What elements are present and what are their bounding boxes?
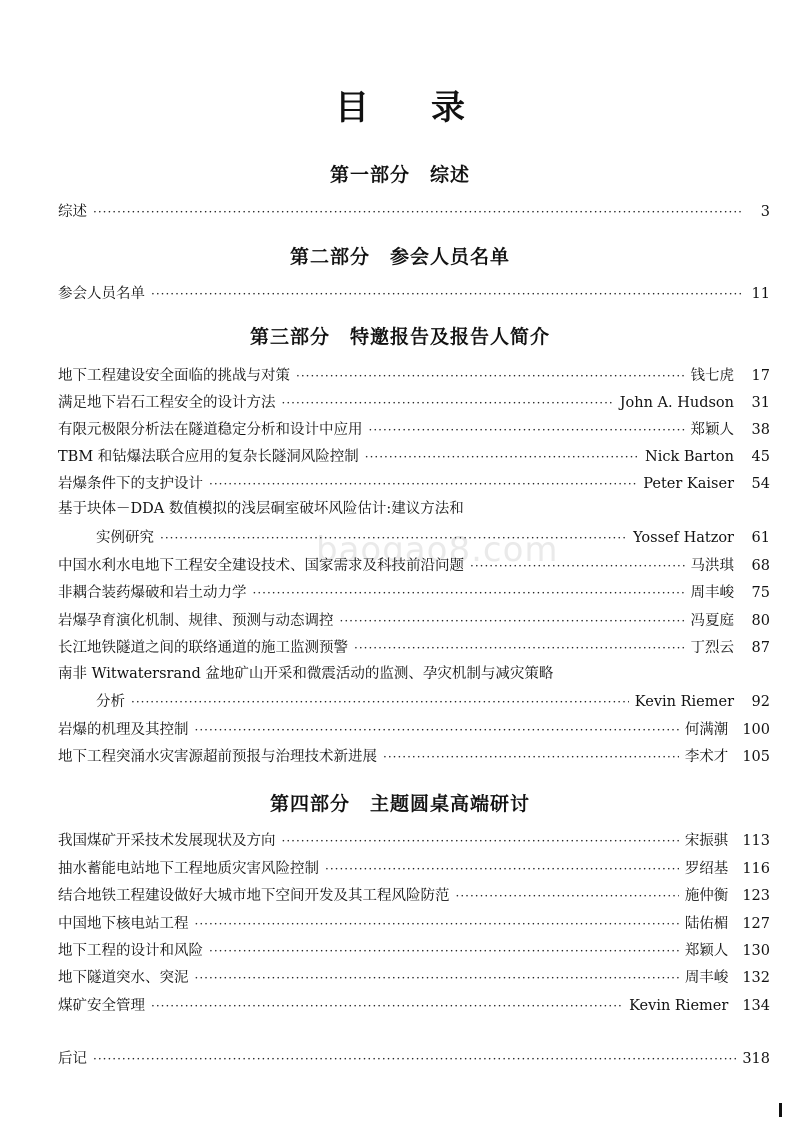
page-title <box>0 80 800 129</box>
entry-author: Yossef Hatzor <box>633 530 734 546</box>
entry-title: 后记 <box>58 1051 87 1067</box>
entry-page: 116 <box>742 861 770 877</box>
entry-author: 丁烈云 <box>690 640 734 656</box>
entry-author: 冯夏庭 <box>690 613 734 629</box>
entry-page: 105 <box>742 749 770 765</box>
leader-dots <box>93 1049 736 1069</box>
toc-entry[interactable] <box>96 688 770 712</box>
entry-page: 31 <box>751 395 770 411</box>
entry-title-line1[interactable]: 南非 Witwatersrand 盆地矿山开采和微震活动的监测、孕灾机制与减灾策略 <box>58 666 554 682</box>
leader-dots <box>296 366 685 386</box>
entry-title: 长江地铁隧道之间的联络通道的施工监测预警 <box>58 640 348 656</box>
entry-page: 3 <box>760 204 770 220</box>
entry-page: 113 <box>742 833 770 849</box>
toc-entry[interactable] <box>58 579 770 603</box>
entry-page: 130 <box>742 943 770 959</box>
leader-dots <box>470 556 685 576</box>
leader-dots <box>151 996 623 1016</box>
entry-page: 68 <box>751 558 770 574</box>
entry-title: 结合地铁工程建设做好大城市地下空间开发及其工程风险防范 <box>58 888 450 904</box>
watermark: baogao8.com <box>316 530 559 570</box>
toc-entry[interactable] <box>58 716 770 740</box>
entry-author: 何满潮 <box>684 722 729 738</box>
entry-author: 马洪琪 <box>690 558 734 574</box>
entry-page: 75 <box>751 585 770 601</box>
entry-title: 满足地下岩石工程安全的设计方法 <box>58 395 276 411</box>
toc-entry[interactable] <box>58 607 770 631</box>
title-char-1: 目 <box>335 88 369 128</box>
entry-title: 抽水蓄能电站地下工程地质灾害风险控制 <box>58 861 319 877</box>
toc-entry[interactable] <box>58 443 770 467</box>
entry-author: Kevin Riemer <box>634 694 734 710</box>
leader-dots <box>131 692 629 712</box>
entry-page: 45 <box>751 449 770 465</box>
entry-title: 有限元极限分析法在隧道稳定分析和设计中应用 <box>58 422 363 438</box>
leader-dots <box>151 284 742 304</box>
entry-title: 地下工程建设安全面临的挑战与对策 <box>58 368 290 384</box>
leader-dots <box>209 941 679 961</box>
page-corner-mark <box>779 1103 782 1117</box>
entry-page: 132 <box>742 970 770 986</box>
entry-page: 123 <box>742 888 770 904</box>
entry-page: 17 <box>751 368 770 384</box>
toc-entry[interactable] <box>58 198 770 222</box>
entry-author: 施仲衡 <box>684 888 729 904</box>
leader-dots <box>195 720 679 740</box>
title-char-2: 录 <box>431 88 465 128</box>
entry-title: 实例研究 <box>96 530 154 546</box>
entry-page: 61 <box>751 530 770 546</box>
leader-dots <box>456 886 679 906</box>
toc-entry[interactable] <box>58 416 770 440</box>
entry-title: 分析 <box>96 694 125 710</box>
entry-title: 岩爆的机理及其控制 <box>58 722 189 738</box>
part1-heading: 第一部分 综述 <box>329 164 470 186</box>
toc-entry[interactable] <box>58 882 770 906</box>
leader-dots <box>93 202 742 222</box>
leader-dots <box>325 859 679 879</box>
leader-dots <box>282 393 614 413</box>
toc-entry[interactable] <box>58 362 770 386</box>
entry-author: 郑颖人 <box>684 943 729 959</box>
leader-dots <box>340 611 685 631</box>
entry-author: 宋振骐 <box>684 833 729 849</box>
leader-dots <box>195 914 679 934</box>
entry-title-line1[interactable]: 基于块体－DDA 数值模拟的浅层硐室破坏风险估计:建议方法和 <box>58 501 464 517</box>
leader-dots <box>354 638 685 658</box>
leader-dots <box>383 747 679 767</box>
entry-title: 岩爆条件下的支护设计 <box>58 476 203 492</box>
toc-entry[interactable] <box>58 743 770 767</box>
entry-author: 郑颖人 <box>690 422 734 438</box>
entry-author: 周丰峻 <box>690 585 734 601</box>
entry-author: 钱七虎 <box>690 368 734 384</box>
leader-dots <box>365 447 639 467</box>
entry-author: Peter Kaiser <box>643 476 734 492</box>
entry-title: 参会人员名单 <box>58 286 145 302</box>
toc-entry[interactable] <box>58 470 770 494</box>
leader-dots <box>282 831 679 851</box>
entry-author: 李术才 <box>684 749 729 765</box>
entry-title: 我国煤矿开采技术发展现状及方向 <box>58 833 276 849</box>
entry-page: 38 <box>751 422 770 438</box>
entry-page: 87 <box>751 640 770 656</box>
entry-page: 80 <box>751 613 770 629</box>
leader-dots <box>369 420 685 440</box>
entry-page: 318 <box>742 1051 770 1067</box>
entry-title: 中国地下核电站工程 <box>58 916 189 932</box>
entry-author: John A. Hudson <box>619 395 734 411</box>
part3-heading: 第三部分 特邀报告及报告人简介 <box>249 326 550 348</box>
part2-heading: 第二部分 参会人员名单 <box>289 246 510 268</box>
entry-page: 11 <box>751 286 770 302</box>
entry-page: 92 <box>751 694 770 710</box>
entry-title: 地下工程突涌水灾害源超前预报与治理技术新进展 <box>58 749 377 765</box>
entry-title: 非耦合装药爆破和岩土动力学 <box>58 585 247 601</box>
toc-entry[interactable] <box>96 524 770 548</box>
leader-dots <box>160 528 627 548</box>
entry-page: 100 <box>742 722 770 738</box>
toc-entry[interactable] <box>58 1045 770 1069</box>
entry-title: 煤矿安全管理 <box>58 998 145 1014</box>
toc-entry[interactable] <box>58 937 770 961</box>
entry-title: 综述 <box>58 204 87 220</box>
toc-entry[interactable] <box>58 634 770 658</box>
entry-author: 罗绍基 <box>684 861 729 877</box>
entry-author: 周丰峻 <box>684 970 729 986</box>
entry-title: 地下工程的设计和风险 <box>58 943 203 959</box>
toc-entry[interactable] <box>58 910 770 934</box>
entry-author: Nick Barton <box>645 449 734 465</box>
entry-author: 陆佑楣 <box>684 916 729 932</box>
toc-entry[interactable] <box>58 964 770 988</box>
part4-heading: 第四部分 主题圆桌高端研讨 <box>269 793 530 815</box>
entry-title: 中国水利水电地下工程安全建设技术、国家需求及科技前沿问题 <box>58 558 464 574</box>
toc-entry[interactable] <box>58 552 770 576</box>
entry-page: 134 <box>742 998 770 1014</box>
toc-entry[interactable] <box>58 855 770 879</box>
leader-dots <box>209 474 637 494</box>
entry-title: TBM 和钻爆法联合应用的复杂长隧洞风险控制 <box>58 449 359 465</box>
entry-page: 54 <box>751 476 770 492</box>
toc-entry[interactable] <box>58 827 770 851</box>
leader-dots <box>253 583 685 603</box>
leader-dots <box>195 968 679 988</box>
entry-title: 地下隧道突水、突泥 <box>58 970 189 986</box>
entry-title: 岩爆孕育演化机制、规律、预测与动态调控 <box>58 613 334 629</box>
toc-entry[interactable] <box>58 992 770 1016</box>
entry-page: 127 <box>742 916 770 932</box>
entry-author: Kevin Riemer <box>629 998 729 1014</box>
toc-entry[interactable] <box>58 389 770 413</box>
toc-entry[interactable] <box>58 280 770 304</box>
